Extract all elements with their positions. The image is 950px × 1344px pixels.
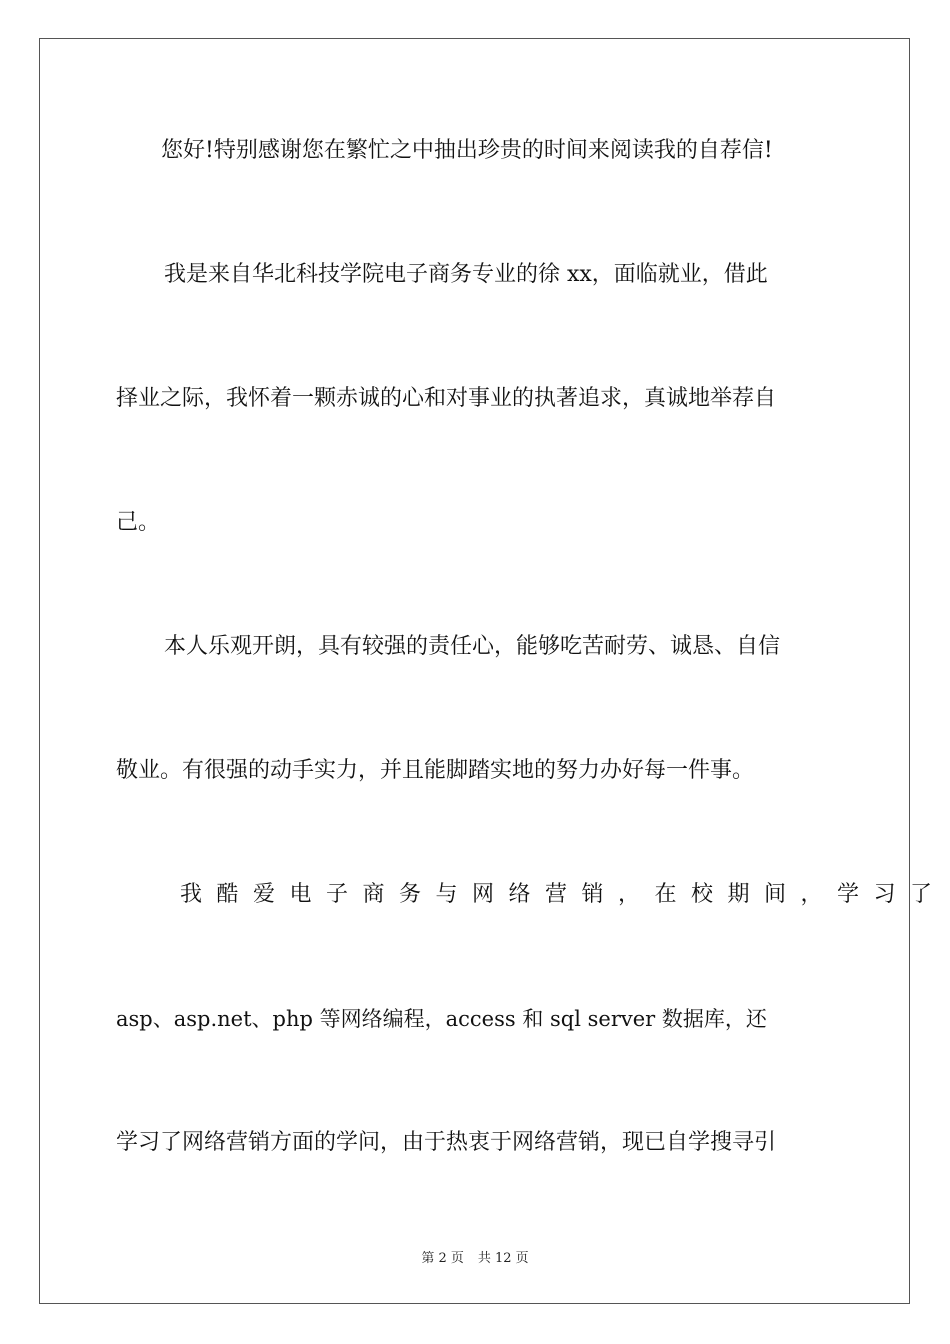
page-border xyxy=(39,38,947,1304)
paragraph-line-8: asp、asp.net、php 等网络编程，access 和 sql server 数据库，还 xyxy=(116,1007,767,1031)
page-number: 第 2 页 xyxy=(421,1251,464,1266)
paragraph-line-3: 择业之际，我怀着一颗赤诚的心和对事业的执著追求，真诚地举荐自 xyxy=(116,386,777,411)
paragraph-line-5: 本人乐观开朗，具有较强的责任心，能够吃苦耐劳、诚恳、自信 xyxy=(164,634,781,659)
paragraph-line-1: 您好!特别感谢您在繁忙之中抽出珍贵的时间来阅读我的自荐信! xyxy=(161,138,773,163)
paragraph-line-7: 我酷爱电子商务与网络营销，在校期间，学习了 xyxy=(180,882,947,907)
page-total: 共 12 页 xyxy=(477,1251,529,1266)
paragraph-line-2: 我是来自华北科技学院电子商务专业的徐 xx，面临就业，借此 xyxy=(164,262,768,287)
paragraph-line-9: 学习了网络营销方面的学问，由于热衷于网络营销，现已自学搜寻引 xyxy=(116,1130,777,1155)
paragraph-line-4: 己。 xyxy=(116,510,161,535)
page-footer xyxy=(0,1247,950,1266)
paragraph-line-6: 敬业。有很强的动手实力，并且能脚踏实地的努力办好每一件事。 xyxy=(116,758,755,783)
